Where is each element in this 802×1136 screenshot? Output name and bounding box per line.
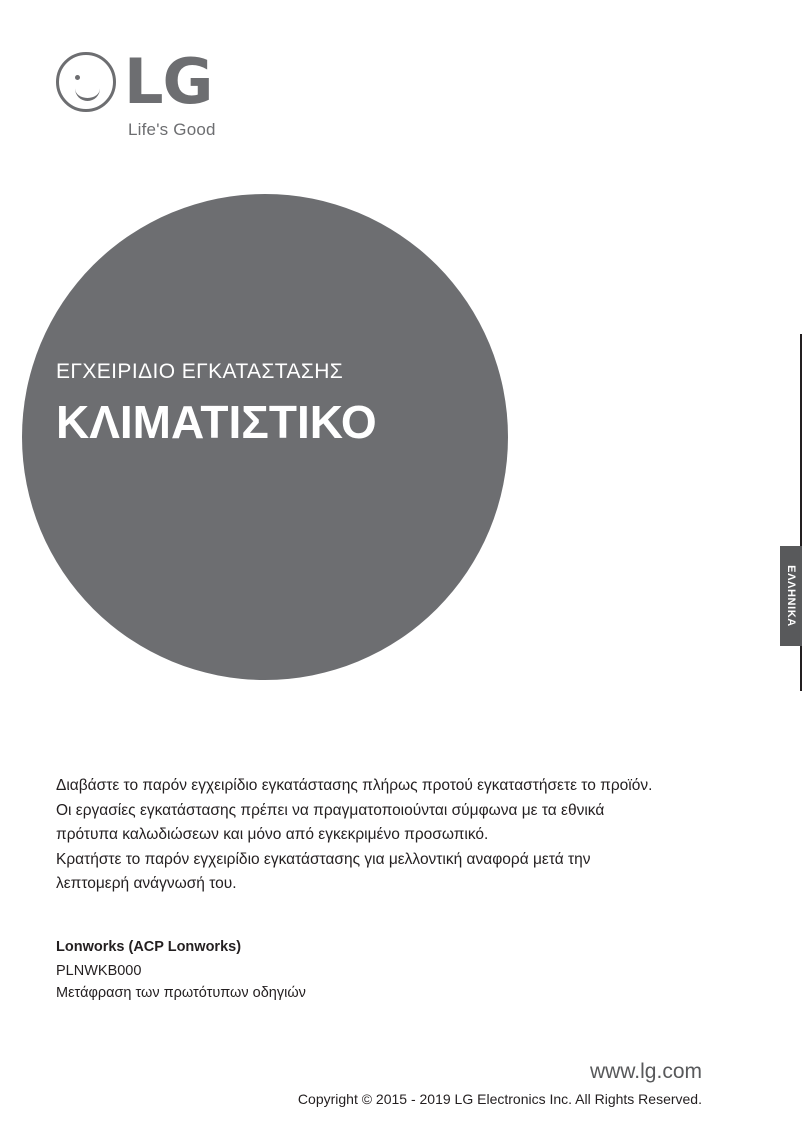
intro-paragraph: Κρατήστε το παρόν εγχειρίδιο εγκατάστασης για μελλοντική αναφορά μετά την λεπτομερή ανάγνωσή του. — [56, 850, 591, 892]
intro-paragraph: Οι εργασίες εγκατάστασης πρέπει να πραγματοποιούνται σύμφωνα με τα εθνικά πρότυπα καλωδιώσεων και μόνο από εγκεκριμένο προσωπικό. — [56, 801, 605, 843]
model-code: PLNWKB000 — [56, 963, 142, 979]
lg-smile-logo-icon — [56, 52, 116, 112]
model-info — [56, 936, 656, 1004]
cover-title-block — [56, 358, 486, 450]
model-name: Lonworks (ACP Lonworks) — [56, 939, 242, 955]
cover-supertitle: ΕΓΧΕΙΡΙΔΙΟ ΕΓΚΑΤΑΣΤΑΣΗΣ — [56, 360, 344, 383]
logo-eye — [75, 75, 80, 80]
logo-wordmark: LG — [124, 45, 213, 118]
logo-mouth — [75, 86, 100, 101]
translation-note: Μετάφραση των πρωτότυπων οδηγιών — [56, 985, 306, 1001]
page-title: ΚΛΙΜΑΤΙΣΤΙΚΟ — [56, 396, 377, 448]
copyright-text: Copyright © 2015 - 2019 LG Electronics Inc. All Rights Reserved. — [297, 1091, 702, 1107]
logo-tagline: Life's Good — [128, 120, 216, 139]
language-tab-label: ΕΛΛΗΝΙΚΑ — [785, 565, 797, 627]
language-tab — [780, 546, 802, 646]
intro-text — [56, 774, 656, 897]
lg-logo — [56, 45, 286, 144]
footer — [102, 1058, 702, 1110]
intro-paragraph: Διαβάστε το παρόν εγχειρίδιο εγκατάστασης πλήρως προτού εγκαταστήσετε το προϊόν. — [56, 777, 653, 794]
website-url[interactable]: www.lg.com — [589, 1060, 702, 1083]
